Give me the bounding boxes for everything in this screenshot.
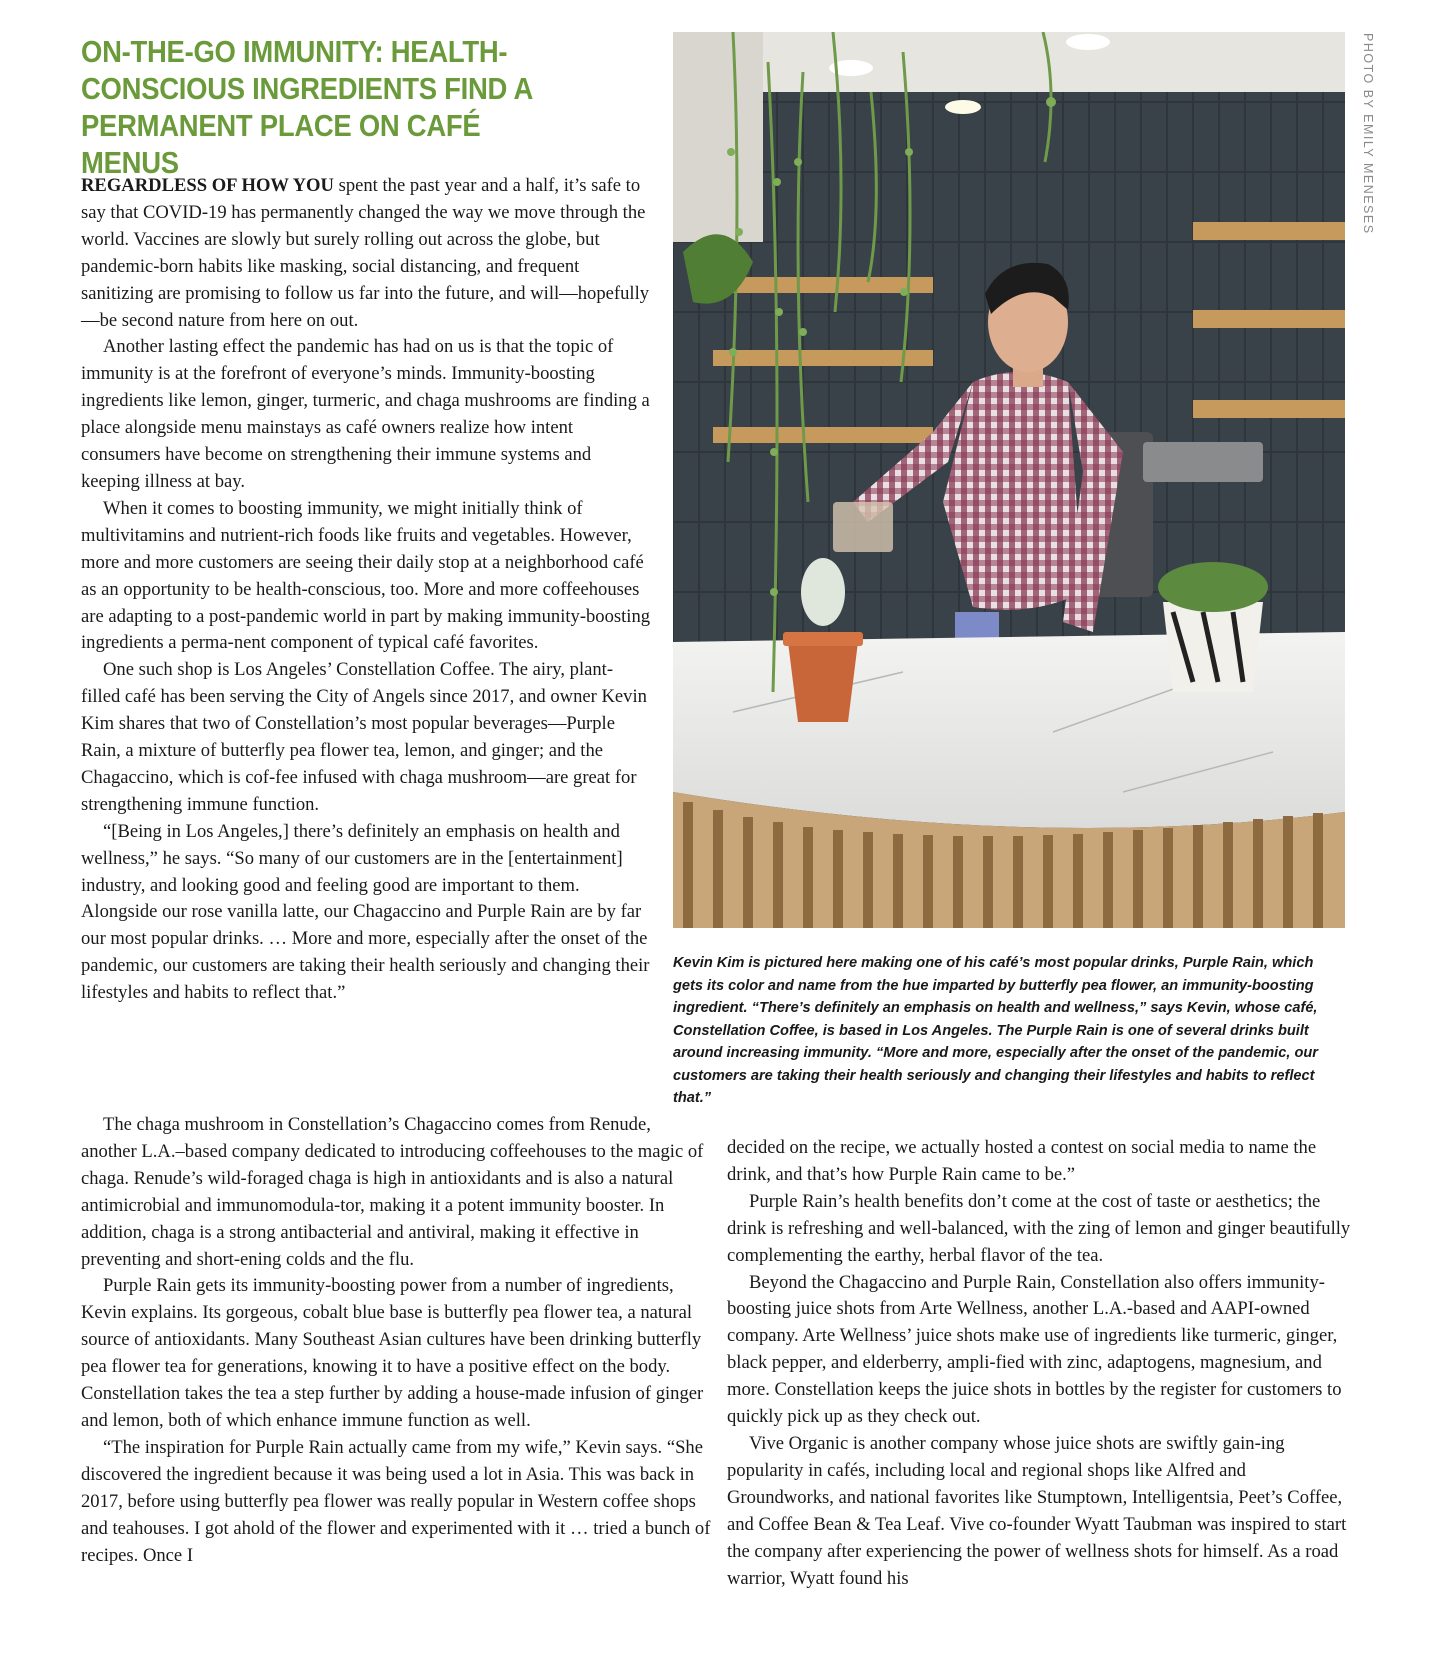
article-paragraph: “[Being in Los Angeles,] there’s definitely an emphasis on health and wellness,” he says. “So many of our customers are in the [entertainment] industry, and looking good and feeling good are important to them. Alongside our rose vanilla latte, our Chagaccino and Purple Rain are by far our most popular drinks. … More and more, especially after the onset of the pandemic, our customers are taking their health seriously and changing their lifestyles and habits to reflect that.”: [81, 820, 650, 1004]
article-paragraph: One such shop is Los Angeles’ Constellation Coffee. The airy, plant-filled café has been serving the City of Angels since 2017, and owner Kevin Kim shares that two of Constellation’s most popular beverages—Purple Rain, a mixture of butterfly pea flower tea, lemon, and ginger; and the Chagaccino, which is cof-fee infused with chaga mushroom—are great for strengthening immune function.: [81, 659, 647, 815]
article-column-right: [727, 1135, 1357, 1592]
article-paragraph: The chaga mushroom in Constellation’s Chagaccino comes from Renude, another L.A.–based company dedicated to introducing coffeehouses to the magic of chaga. Renude’s wild-foraged chaga is high in antioxidants and is also a natural antimicrobial and immunomodula-tor, making it a potent immunity booster. In addition, chaga is a strong antibacterial and antiviral, making it effective in preventing and short-ening colds and the flu.: [81, 1114, 704, 1270]
article-paragraph: Vive Organic is another company whose juice shots are swiftly gain-ing popularity in cafés, including local and regional shops like Alfred and Groundworks, and national favorites like Stumptown, Intelligentsia, Peet’s Coffee, and Coffee Bean & Tea Leaf. Vive co-founder Wyatt Taubman was inspired to start the company after experiencing the power of wellness shots for himself. As a road warrior, Wyatt found his: [727, 1432, 1347, 1589]
article-paragraph: [81, 173, 651, 334]
article-paragraph: When it comes to boosting immunity, we might initially think of multivitamins and nutrient-rich foods like fruits and vegetables. However, more and more customers are seeing their daily stop at a neighborhood café as an opportunity to be health-conscious, too. More and more coffeehouses are adapting to a post-pandemic world in part by making immunity-boosting ingredients a perma-nent component of typical café favorites.: [81, 497, 651, 654]
lead-in: REGARDLESS OF HOW YOU: [81, 175, 334, 196]
article-paragraph: decided on the recipe, we actually hosted a contest on social media to name the drink, and that’s how Purple Rain came to be.”: [727, 1137, 1317, 1185]
photo-credit: PHOTO BY EMILY MENESES: [1361, 33, 1375, 235]
photo-caption: Kevin Kim is pictured here making one of his café’s most popular drinks, Purple Rain, which gets its color and name from the hue imparted by butterfly pea flower, an immunity-boosting ingredient. “There’s definitely an emphasis on health and wellness,” says Kevin, whose café, Constellation Coffee, is based in Los Angeles. The Purple Rain is one of several drinks built around increasing immunity. “More and more, especially after the onset of the pandemic, our customers are taking their health seriously and changing their lifestyles and habits to reflect that.”: [673, 955, 1318, 1106]
article-paragraph: “The inspiration for Purple Rain actually came from my wife,” Kevin says. “She discovered the ingredient because it was being used a lot in Asia. This was back in 2017, before using butterfly pea flower was really popular in Western coffee shops and teahouses. I got ahold of the flower and experimented with it … tried a bunch of recipes. Once I: [81, 1436, 711, 1566]
cafe-photo-illustration: [673, 32, 1345, 928]
article-headline: ON-THE-GO IMMUNITY: HEALTH-CONSCIOUS INGREDIENTS FIND A PERMANENT PLACE ON CAFÉ MENUS: [81, 35, 532, 180]
article-paragraph: Another lasting effect the pandemic has had on us is that the topic of immunity is at the forefront of everyone’s minds. Immunity-boosting ingredients like lemon, ginger, turmeric, and chaga mushrooms are finding a place alongside menu mainstays as café owners realize how intent consumers have become on strengthening their immune systems and keeping illness at bay.: [81, 336, 650, 492]
article-paragraph: Purple Rain’s health benefits don’t come at the cost of taste or aesthetics; the drink is refreshing and well-balanced, with the zing of lemon and ginger beautifully complementing the earthy, herbal flavor of the tea.: [727, 1190, 1351, 1266]
article-paragraph: Beyond the Chagaccino and Purple Rain, Constellation also offers immunity-boosting juice shots from Arte Wellness, another L.A.-based and AAPI-owned company. Arte Wellness’ juice shots make use of ingredients like turmeric, ginger, black pepper, and elderberry, ampli-fied with zinc, adaptogens, magnesium, and more. Constellation keeps the juice shots in bottles by the register for customers to quickly pick up as they check out.: [727, 1271, 1342, 1428]
cafe-photo: [673, 32, 1345, 928]
paragraph-text: spent the past year and a half, it’s safe to say that COVID-19 has permanently changed the way we move through the world. Vaccines are slowly but surely rolling out across the globe, but pandemic-born habits like masking, social distancing, and frequent sanitizing are promising to follow us far into the future, and will—hopefully—be second nature from here on out.: [81, 175, 650, 331]
article-column-left-upper: [81, 173, 651, 1007]
article-column-left-lower: [81, 1112, 711, 1569]
article-paragraph: Purple Rain gets its immunity-boosting power from a number of ingredients, Kevin explains. Its gorgeous, cobalt blue base is butterfly pea flower tea, a natural source of antioxidants. Many Southeast Asian cultures have been drinking butterfly pea flower tea for generations, knowing it to have a positive effect on the body. Constellation takes the tea a step further by adding a house-made infusion of ginger and lemon, both of which enhance immune function as well.: [81, 1275, 704, 1431]
